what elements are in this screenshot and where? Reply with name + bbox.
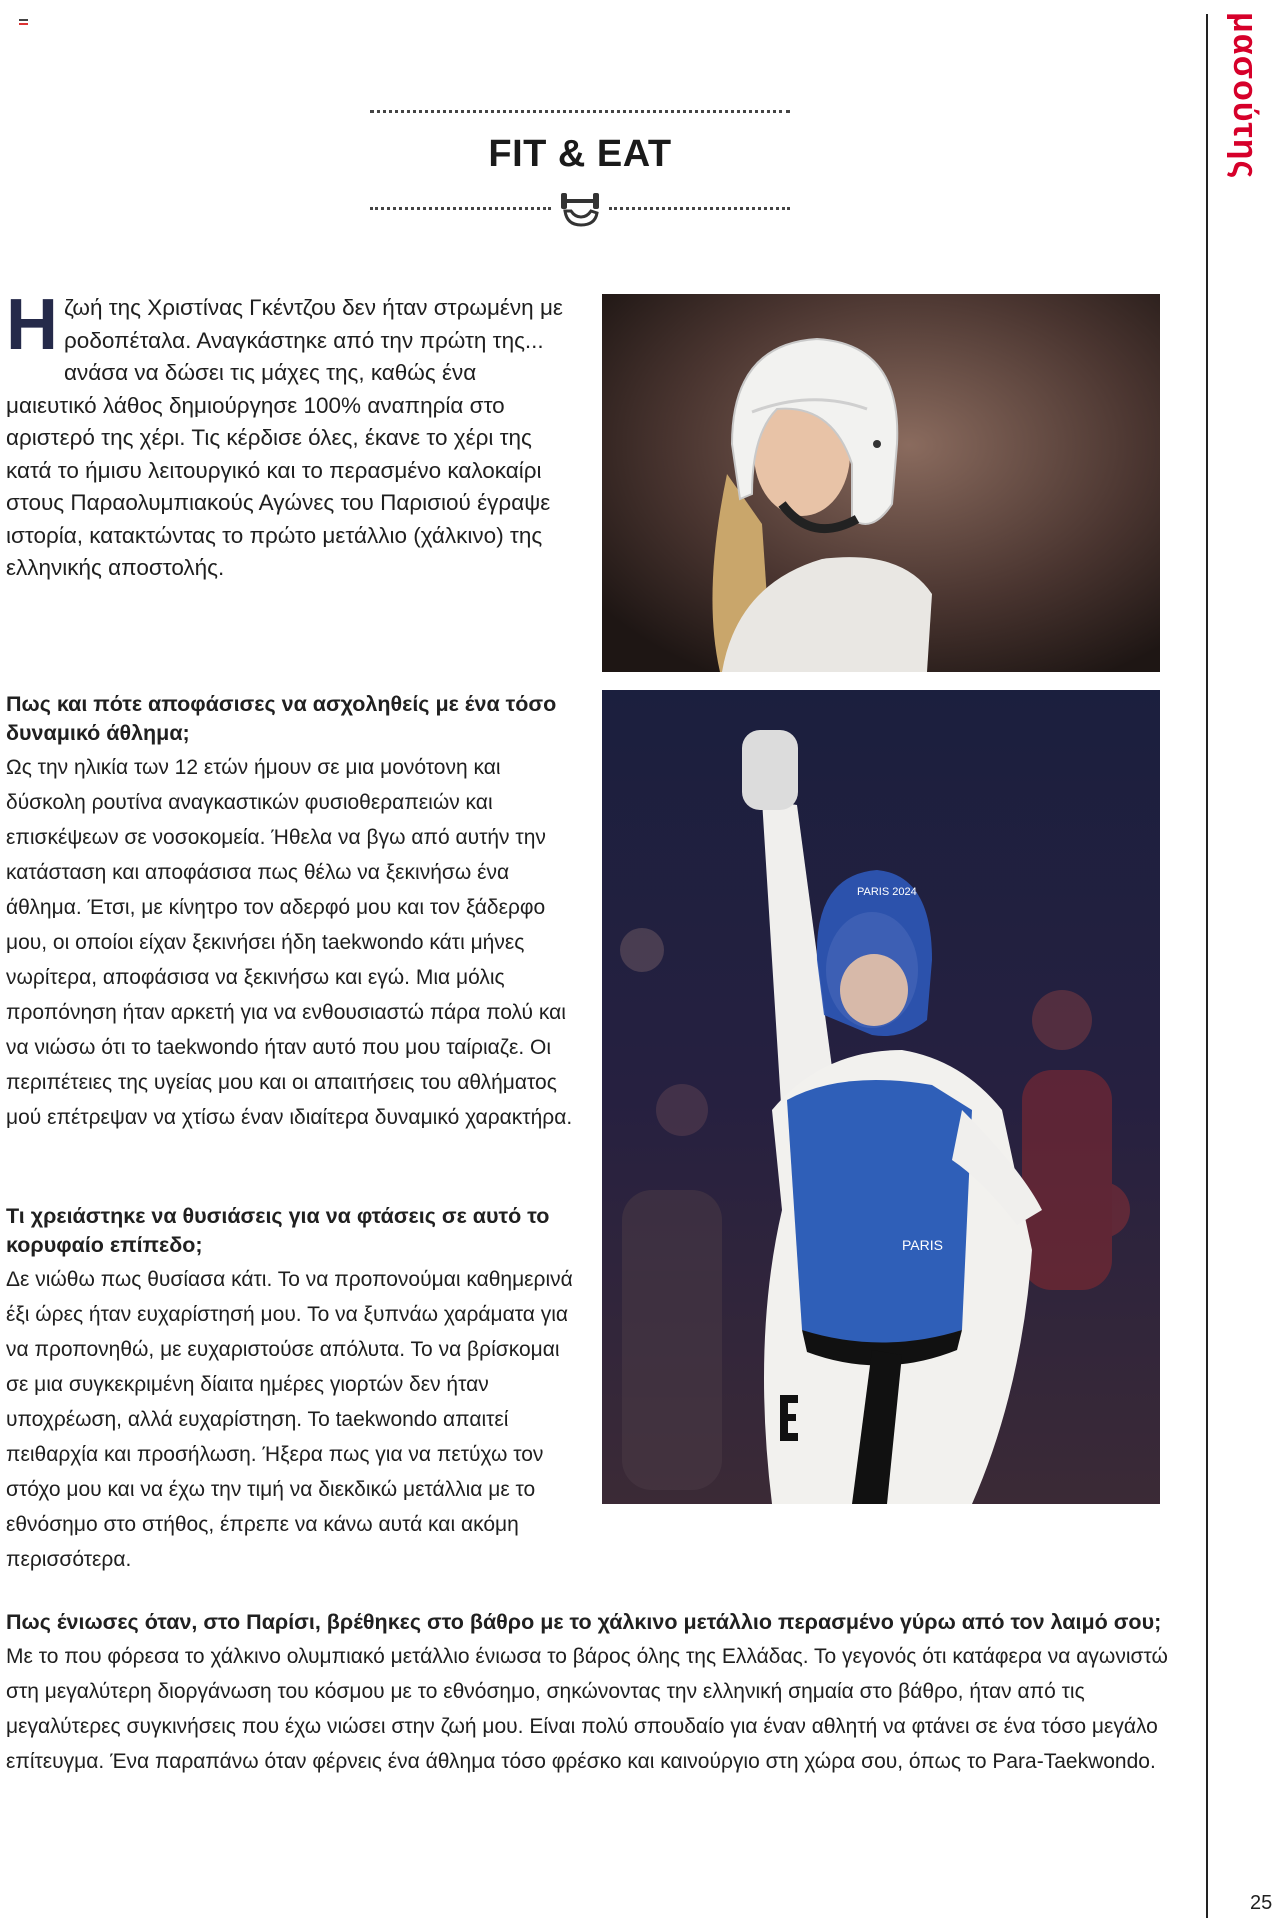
question-2: Τι χρειάστηκε να θυσιάσεις για να φτάσεις σε αυτό το κορυφαίο επίπεδο; [6,1204,550,1257]
menu-icon[interactable] [19,19,28,27]
qa-1 [6,690,586,1135]
athlete-portrait-photo [602,294,1160,672]
question-1: Πως και πότε αποφάσισες να ασχοληθείς με ένα τόσο δυναμικό άθλημα; [6,692,557,745]
section-header [370,110,790,229]
intro-text: ζωή της Χριστίνας Γκέντζου δεν ήταν στρωμένη με ροδοπέταλα. Αναγκάστηκε από την πρώτη της... ανάσα να δώσει τις μάχες της, καθώς ένα μαιευτικό λάθος δημιούργησε 100% αναπηρία στο αριστερό της χέρι. Τις κέρδισε όλες, έκανε το χέρι της κατά το ήμισυ λειτουργικό και το περασμένο καλοκαίρι στους Παραολυμπιακούς Αγώνες του Παρισιού έγραψε ιστορία, κατακτώντας το πρώτο μετάλλιο (χάλκινο) της ελληνικής αποστολής. [6,295,563,580]
header-divider-left [370,207,551,210]
dumbbell-hand-icon [557,187,603,229]
answer-1: Ως την ηλικία των 12 ετών ήμουν σε μια μονότονη και δύσκολη ρουτίνα αναγκαστικών φυσιοθεραπειών και επισκέψεων σε νοσοκομεία. Ήθελα να βγω από αυτήν την κατάσταση και αποφάσισα πως θέλω να ξεκινήσω ένα άθλημα. Έτσι, με κίνητρο τον αδερφό μου και τον ξάδερφο μου, οι οποίοι είχαν ξεκινήσει ήδη taekwondo κάτι μήνες νωρίτερα, αποφάσισα να ξεκινήσω και εγώ. Μια μόλις προπόνηση ήταν αρκετή για να ενθουσιαστώ πάρα πολύ και να νιώσω ότι το taekwondo ήταν αυτό που μου ταίριαζε. Οι περιπέτειες της υγείας μου και οι απαιτήσεις του αθλήματος μού επέτρεψαν να χτίσω έναν ιδιαίτερα δυναμικό χαρακτήρα. [6,756,573,1129]
section-title: FIT & EAT [488,133,672,175]
athlete-action-photo [602,690,1160,1504]
page-number: 25 [1250,1892,1273,1914]
vest-text: PARIS [902,1237,943,1253]
header-divider-top [370,110,790,113]
dropcap: Η [6,285,58,365]
qa-2 [6,1202,586,1577]
intro-paragraph [6,285,566,585]
helmet-text: PARIS 2024 [857,886,917,898]
answer-2: Δε νιώθω πως θυσίασα κάτι. Το να προπονούμαι καθημερινά έξι ώρες ήταν ευχαρίστησή μου. Το να ξυπνάω χαράματα για να προπονηθώ, με ευχαριστούσε απόλυτα. Το να βρίσκομαι σε μια συγκεκριμένη δίαιτα ημέρες γιορτών δεν ήταν υποχρέωση, αλλά ευχαρίστηση. Το taekwondo απαιτεί πειθαρχία και προσήλωση. Ήξερα πως για να πετύχω τον στόχο μου και να έχω την τιμή να διεκδικώ μετάλλια με το εθνόσημο στο στήθος, έπρεπε να κάνω αυτά και ακόμη περισσότερα. [6,1268,573,1571]
brand-logo: μασούτης [1226,12,1264,180]
qa-3 [6,1608,1176,1779]
header-divider-right [609,207,790,210]
margin-rule [1206,14,1208,1918]
answer-3: Με το που φόρεσα το χάλκινο ολυμπιακό μετάλλιο ένιωσα το βάρος όλης της Ελλάδας. Το γεγονός ότι κατάφερα να αγωνιστώ στη μεγαλύτερη διοργάνωση του κόσμου με το εθνόσημο, σηκώνοντας την ελληνική σημαία στο βάθρο, ήταν από τις μεγαλύτερες συγκινήσεις που έχω νιώσει στην ζωή μου. Είναι πολύ σπουδαίο για έναν αθλητή να φτάνει σε ένα τόσο μεγάλο επίτευγμα. Ένα παραπάνω όταν φέρνεις ένα άθλημα τόσο φρέσκο και καινούργιο στη χώρα σου, όπως το Para-Taekwondo. [6,1645,1168,1773]
question-3: Πως ένιωσες όταν, στο Παρίσι, βρέθηκες στο βάθρο με το χάλκινο μετάλλιο περασμένο γύρω από τον λαιμό σου; [6,1610,1162,1634]
